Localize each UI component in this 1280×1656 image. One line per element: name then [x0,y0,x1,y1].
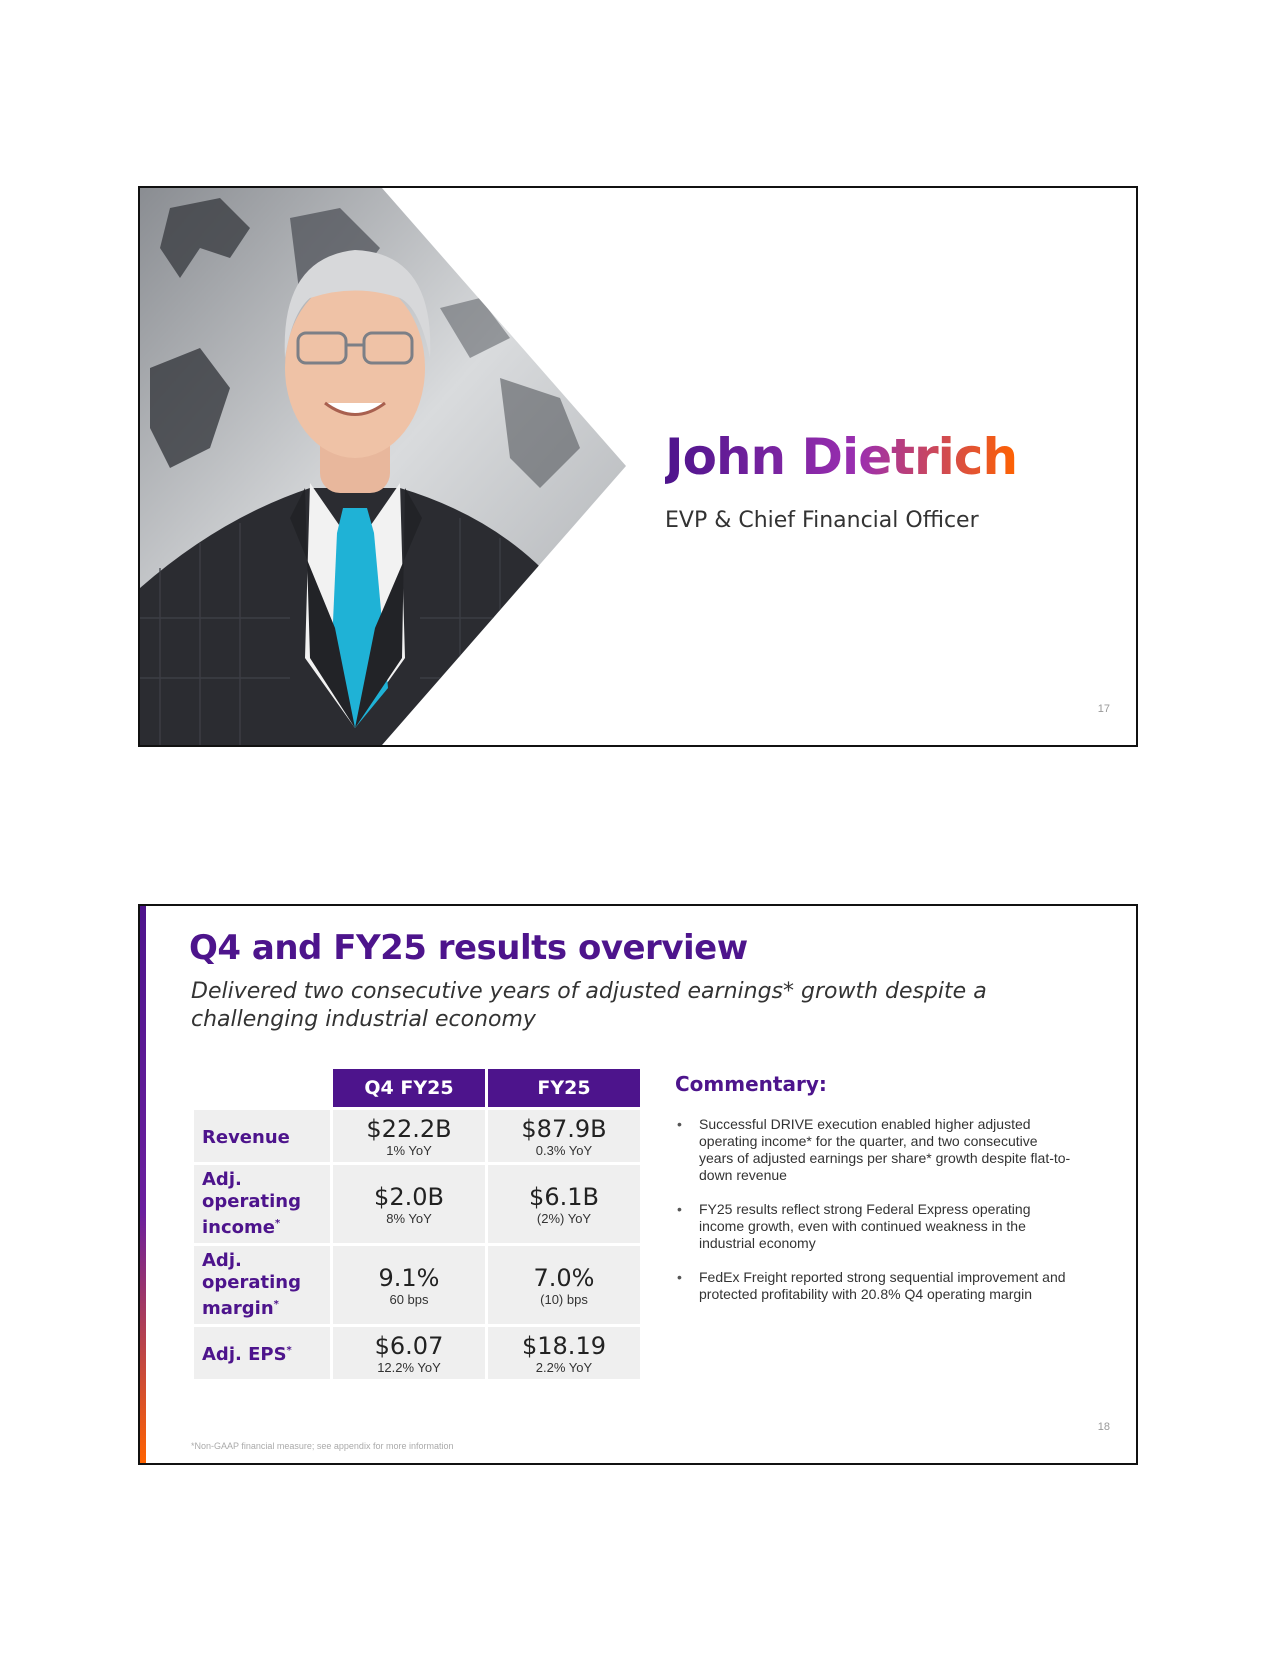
fy-cell: 7.0% (10) bps [488,1246,640,1324]
results-table [191,1066,643,1382]
q4-cell: 9.1% 60 bps [333,1246,485,1324]
page-number: 17 [1097,703,1110,715]
commentary-item: • Successful DRIVE execution enabled higher adjusted operating income* for the quarter, and two consecutive years of adjusted earnings per share* growth despite flat-to-down revenue [675,1116,1075,1184]
accent-bar [140,906,146,1463]
row-label: Revenue [194,1110,330,1162]
q4-cell: $6.07 12.2% YoY [333,1327,485,1379]
table-header-row [194,1069,640,1107]
header-fy: FY25 [488,1069,640,1107]
table-row [194,1110,640,1162]
commentary-list [675,1116,1075,1320]
row-label: Adj. operating income* [194,1165,330,1243]
table-corner [194,1069,330,1107]
row-label: Adj. operating margin* [194,1246,330,1324]
slide-cfo-intro [138,186,1138,747]
speaker-name: John Dietrich [665,428,1018,486]
header-q4: Q4 FY25 [333,1069,485,1107]
footnote: *Non-GAAP financial measure; see appendix for more information [191,1441,454,1451]
slide-subtitle: Delivered two consecutive years of adjusted earnings* growth despite a challenging industrial economy [191,979,987,1032]
fy-cell: $87.9B 0.3% YoY [488,1110,640,1162]
fy-cell: $18.19 2.2% YoY [488,1327,640,1379]
speaker-role: EVP & Chief Financial Officer [665,508,979,533]
row-label: Adj. EPS* [194,1327,330,1379]
q4-cell: $2.0B 8% YoY [333,1165,485,1243]
table-row [194,1246,640,1324]
slide-results-overview [138,904,1138,1465]
cfo-portrait-photo [140,188,630,745]
table-row [194,1327,640,1379]
commentary-item: • FY25 results reflect strong Federal Express operating income growth, even with continued weakness in the industrial economy [675,1201,1075,1252]
page-number: 18 [1097,1421,1110,1433]
q4-cell: $22.2B 1% YoY [333,1110,485,1162]
commentary-title: Commentary: [675,1072,827,1096]
slide-title: Q4 and FY25 results overview [189,928,748,968]
fy-cell: $6.1B (2%) YoY [488,1165,640,1243]
commentary-item: • FedEx Freight reported strong sequential improvement and protected profitability with 20.8% Q4 operating margin [675,1269,1075,1303]
table-row [194,1165,640,1243]
